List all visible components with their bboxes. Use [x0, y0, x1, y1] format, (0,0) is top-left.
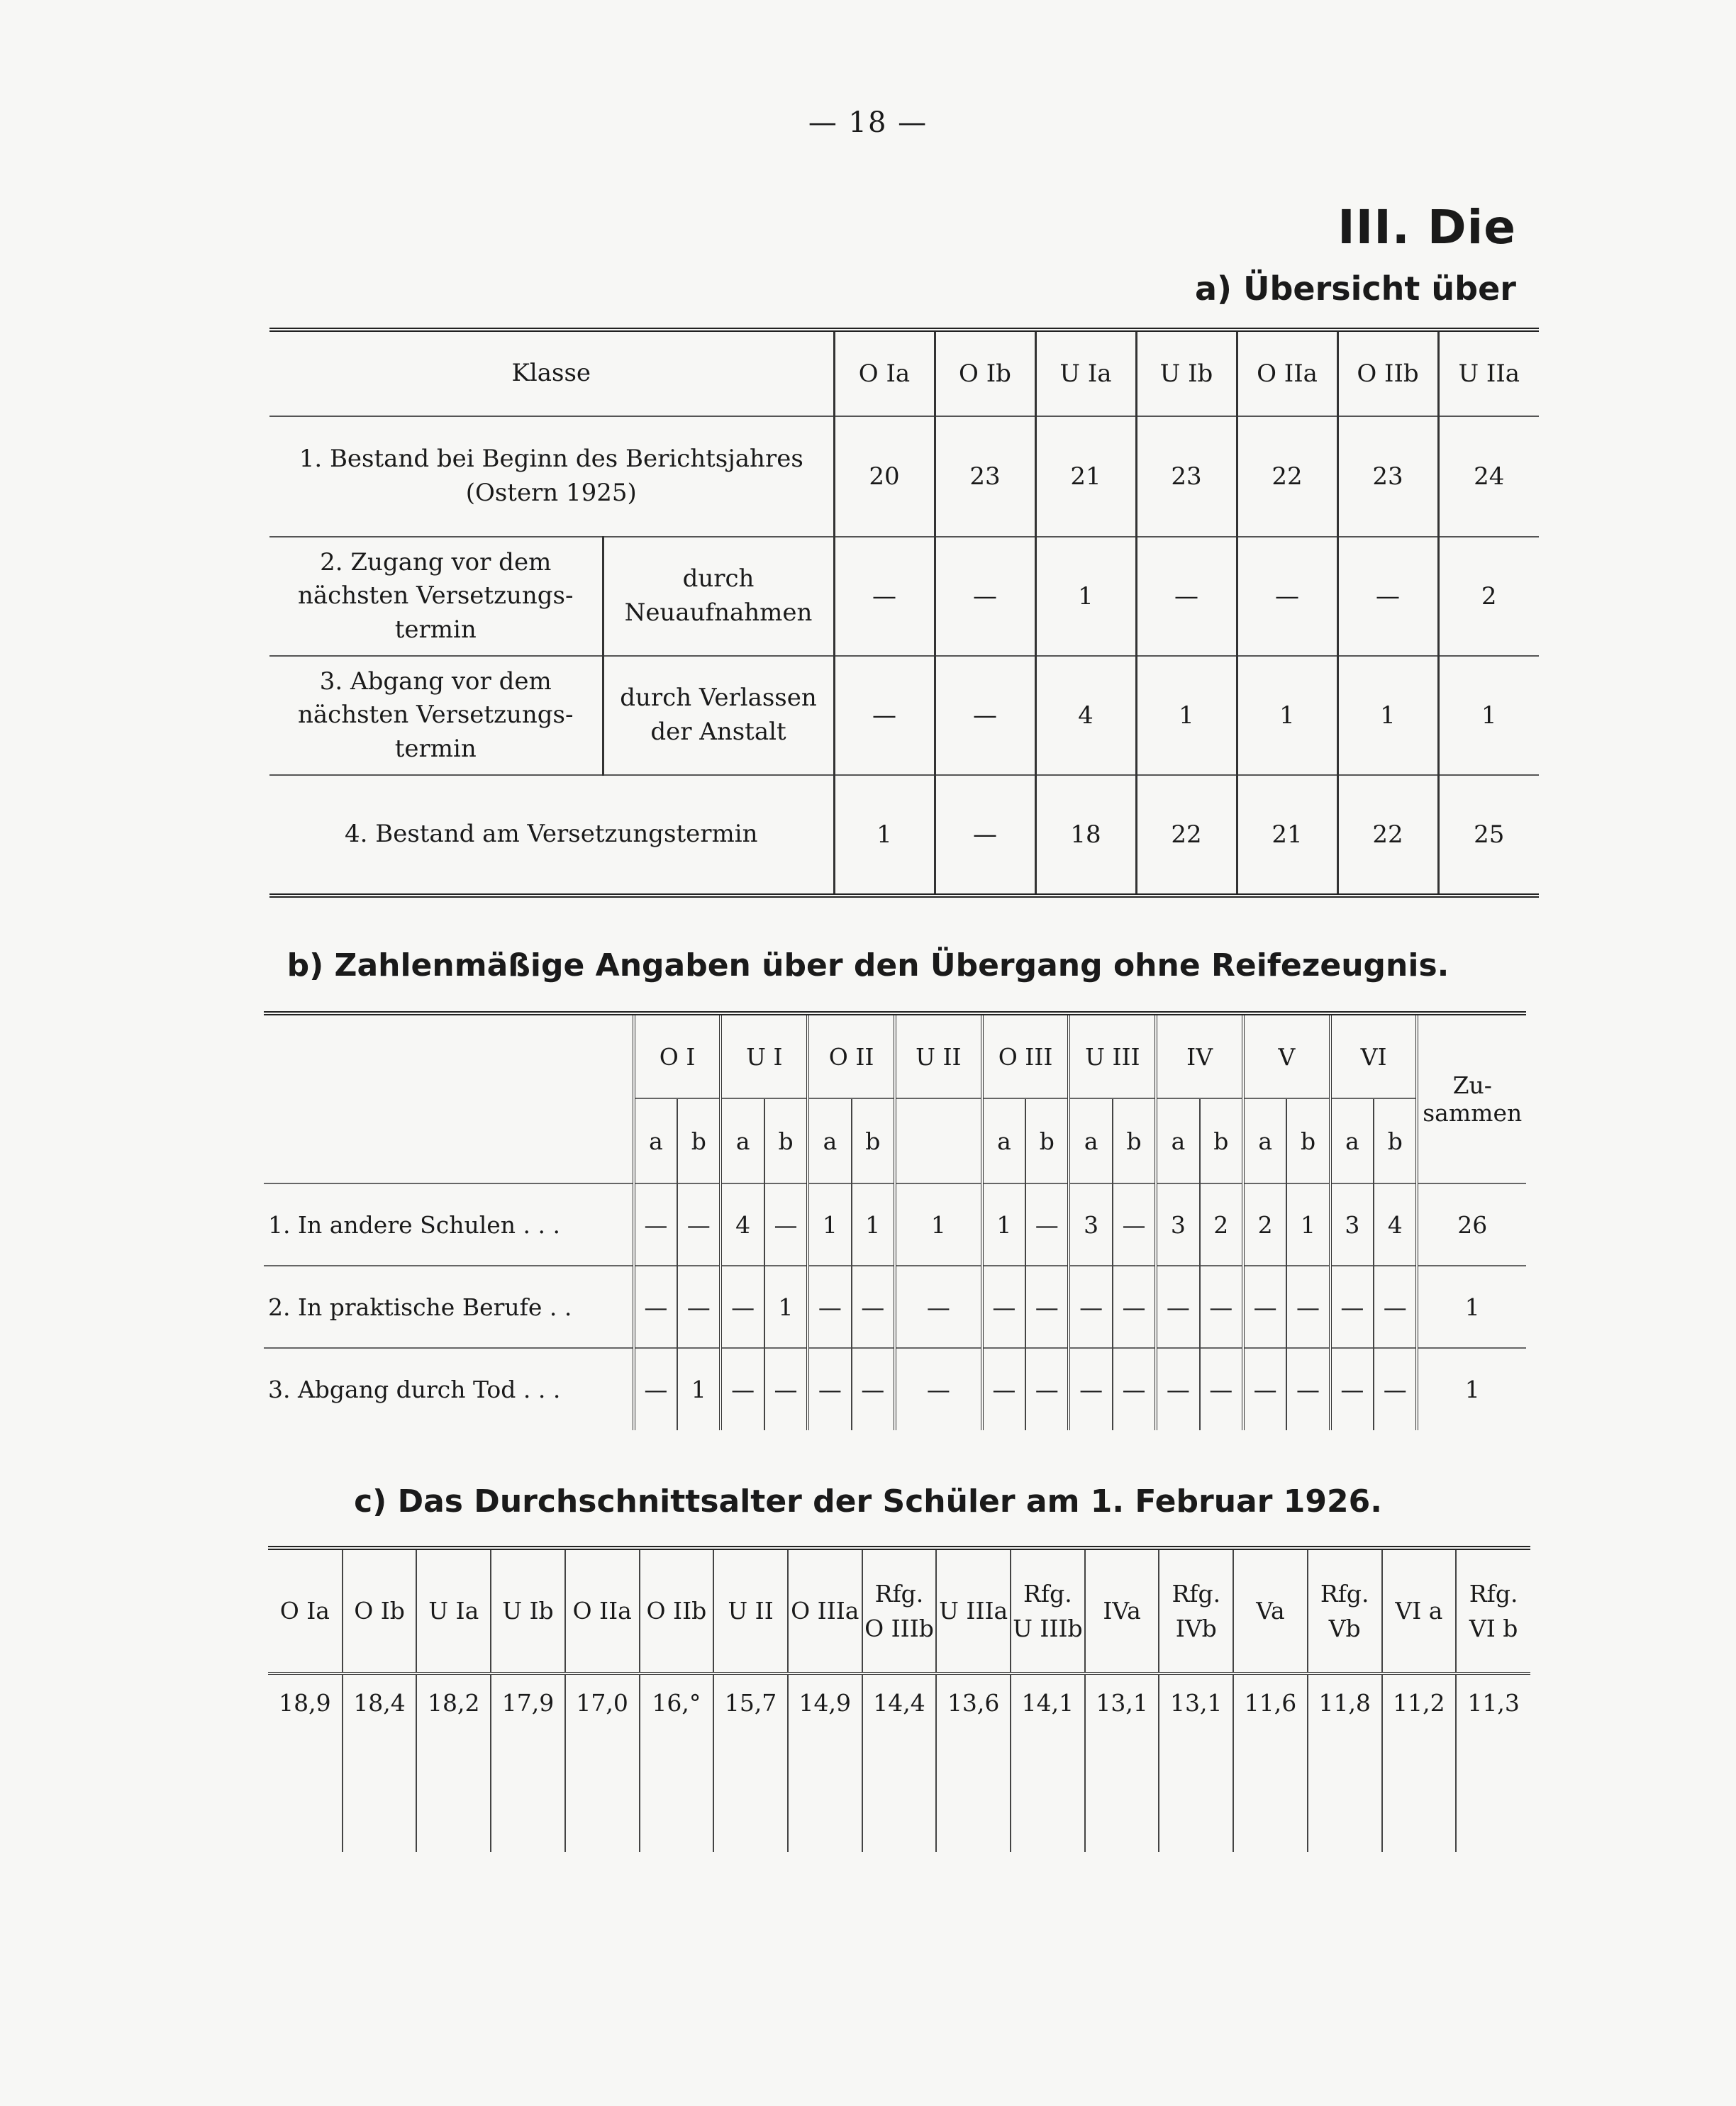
table-row [264, 1348, 1526, 1430]
cell: — [834, 656, 935, 775]
cell: — [677, 1266, 720, 1348]
cell: — [895, 1266, 982, 1348]
column-header-label: O IIIb [864, 1615, 934, 1642]
column-header [1159, 1548, 1233, 1673]
cell: — [1025, 1183, 1069, 1266]
column-header-pre: Rfg. [1320, 1579, 1369, 1608]
table-row [269, 416, 1539, 537]
column-header [1233, 1548, 1308, 1673]
empty-cell [268, 1767, 343, 1852]
cell: — [764, 1348, 808, 1430]
column-header-pre: Rfg. [874, 1579, 924, 1608]
row-sublabel [603, 537, 834, 656]
cell: — [808, 1348, 851, 1430]
cell: 4 [720, 1183, 764, 1266]
cell: 4 [1374, 1183, 1417, 1266]
cell: — [720, 1348, 764, 1430]
total-cell: 26 [1417, 1183, 1526, 1266]
column-header [1085, 1548, 1159, 1673]
cell: — [1330, 1266, 1374, 1348]
cell: — [1136, 537, 1237, 656]
cell: 3 [1330, 1183, 1374, 1266]
table-row [264, 1183, 1526, 1266]
sub-header: a [1156, 1098, 1199, 1183]
cell: 1 [852, 1183, 895, 1266]
cell: 14,9 [788, 1673, 862, 1767]
cell: 1 [895, 1183, 982, 1266]
table-row [269, 656, 1539, 775]
sub-header: a [634, 1098, 677, 1183]
sub-b-title: b) Zahlenmäßige Angaben über den Übergang ohne Reifezeugnis. [286, 947, 1450, 984]
cell: — [1113, 1266, 1156, 1348]
row-label-line: 2. Zugang vor dem [320, 547, 552, 576]
cell: — [1243, 1266, 1286, 1348]
cell: 14,4 [862, 1673, 937, 1767]
table-a-header-row [269, 330, 1539, 416]
table-filler-row [268, 1767, 1530, 1852]
column-header-pre: Rfg. [1469, 1579, 1518, 1608]
cell: 11,3 [1456, 1673, 1530, 1767]
sub-header: b [1113, 1098, 1156, 1183]
cell: 18,9 [279, 1689, 331, 1717]
cell: 1 [1286, 1183, 1330, 1266]
column-header-label: U Ib [502, 1597, 554, 1625]
cell: 13,1 [1085, 1673, 1159, 1767]
column-header [343, 1548, 417, 1673]
cell: 21 [1035, 416, 1136, 537]
cell: 23 [1136, 416, 1237, 537]
cell: 1 [1136, 656, 1237, 775]
cell: 23 [1337, 416, 1438, 537]
empty-cell [788, 1767, 862, 1852]
table-row [269, 537, 1539, 656]
row-sublabel-line: Neuaufnahmen [624, 598, 813, 627]
column-header [491, 1548, 565, 1673]
cell: — [1025, 1348, 1069, 1430]
cell: — [1374, 1266, 1417, 1348]
empty-cell [565, 1767, 640, 1852]
class-label: Klasse [511, 359, 591, 388]
column-header-label: O IIa [572, 1597, 632, 1625]
sub-header: a [1069, 1098, 1112, 1183]
column-header-label: VI a [1395, 1597, 1443, 1625]
sub-header: b [764, 1098, 808, 1183]
column-header-label: Vb [1328, 1615, 1361, 1642]
column-header-label: VI b [1469, 1615, 1518, 1642]
group-header: IV [1156, 1013, 1243, 1098]
sub-header: b [1025, 1098, 1069, 1183]
cell: 22 [1136, 775, 1237, 896]
cell: 16,° [640, 1673, 714, 1767]
empty-cell [640, 1767, 714, 1852]
sub-header: a [808, 1098, 851, 1183]
table-c-header-row [268, 1548, 1530, 1673]
table-row [264, 1266, 1526, 1348]
sub-header: b [1286, 1098, 1330, 1183]
cell: 14,1 [1011, 1673, 1085, 1767]
cell: 15,7 [713, 1673, 788, 1767]
empty-cell [862, 1767, 937, 1852]
cell: — [1025, 1266, 1069, 1348]
group-header: V [1243, 1013, 1330, 1098]
sub-c-title: c) Das Durchschnittsalter der Schüler am 1. Februar 1926. [354, 1483, 1382, 1520]
cell: 3 [1069, 1183, 1112, 1266]
cell: 2 [1200, 1183, 1243, 1266]
row-label-line: 3. Abgang vor dem [319, 667, 552, 696]
cell: 1 [1035, 537, 1136, 656]
table-b-transitions [264, 1011, 1526, 1430]
cell: 1 [1337, 656, 1438, 775]
total-header-line: sammen [1423, 1099, 1523, 1127]
row-label: 4. Bestand am Versetzungstermin [269, 775, 834, 896]
total-cell: 1 [1417, 1348, 1526, 1430]
row-label [269, 656, 603, 775]
cell: 24 [1438, 416, 1539, 537]
column-header [862, 1548, 937, 1673]
cell: — [1337, 537, 1438, 656]
row-label-line: termin [394, 734, 477, 763]
cell: — [1156, 1266, 1199, 1348]
empty-header [264, 1013, 634, 1183]
sub-header: a [1330, 1098, 1374, 1183]
cell: 4 [1035, 656, 1136, 775]
sub-header: a [720, 1098, 764, 1183]
cell: 23 [935, 416, 1035, 537]
group-header: U III [1069, 1013, 1156, 1098]
cell: — [834, 537, 935, 656]
sub-header-empty [895, 1098, 982, 1183]
empty-cell [1011, 1767, 1085, 1852]
cell: 17,9 [491, 1673, 565, 1767]
group-header: O I [634, 1013, 721, 1098]
empty-cell [416, 1767, 491, 1852]
row-label [269, 416, 834, 537]
cell: — [1200, 1266, 1243, 1348]
column-header: O Ib [935, 330, 1035, 416]
column-header: U Ia [1035, 330, 1136, 416]
column-header-label: U IIIb [1013, 1615, 1083, 1642]
empty-cell [936, 1767, 1011, 1852]
column-header-label: IVa [1103, 1597, 1141, 1625]
cell: — [634, 1266, 677, 1348]
empty-cell [1456, 1767, 1530, 1852]
column-header-label: O Ia [279, 1597, 330, 1625]
row-sublabel [603, 656, 834, 775]
cell: — [1237, 537, 1337, 656]
row-sublabel-line: der Anstalt [650, 718, 786, 746]
cell: — [1330, 1348, 1374, 1430]
empty-cell [1382, 1767, 1457, 1852]
column-header [268, 1548, 343, 1673]
total-header [1417, 1013, 1526, 1183]
group-header: U I [720, 1013, 808, 1098]
column-header-label: O IIIa [791, 1597, 859, 1625]
group-header: O II [808, 1013, 895, 1098]
cell: — [1113, 1183, 1156, 1266]
row-label-line: termin [394, 615, 477, 644]
column-header: U IIa [1438, 330, 1539, 416]
sub-header: b [1374, 1098, 1417, 1183]
column-header [788, 1548, 862, 1673]
cell: 1 [1237, 656, 1337, 775]
column-header-label: U IIIa [939, 1597, 1008, 1625]
section-heading: III. Die [1337, 200, 1516, 255]
row-label: 2. In praktische Berufe . . [264, 1266, 634, 1348]
column-header [640, 1548, 714, 1673]
column-header: O IIa [1237, 330, 1337, 416]
cell: — [764, 1183, 808, 1266]
table-row [269, 775, 1539, 896]
cell: — [634, 1183, 677, 1266]
column-header [565, 1548, 640, 1673]
empty-cell [1159, 1767, 1233, 1852]
cell: 1 [764, 1266, 808, 1348]
cell: 11,8 [1308, 1673, 1382, 1767]
row-label-line: (Ostern 1925) [465, 479, 637, 507]
column-header-label: Va [1256, 1597, 1285, 1625]
column-header: O IIb [1337, 330, 1438, 416]
sub-header: a [1243, 1098, 1286, 1183]
cell: — [1069, 1266, 1112, 1348]
cell: — [1156, 1348, 1199, 1430]
row-label: 1. In andere Schulen . . . [264, 1183, 634, 1266]
cell: — [852, 1266, 895, 1348]
empty-cell [713, 1767, 788, 1852]
sub-header: b [677, 1098, 720, 1183]
group-header: U II [895, 1013, 982, 1098]
cell: 18,2 [416, 1673, 491, 1767]
cell: — [677, 1183, 720, 1266]
cell: — [1243, 1348, 1286, 1430]
column-header [1382, 1548, 1457, 1673]
sub-a-title: a) Übersicht über [1195, 269, 1516, 308]
column-header-pre: Rfg. [1172, 1579, 1221, 1608]
cell: — [720, 1266, 764, 1348]
cell: 18 [1035, 775, 1136, 896]
column-header-label: IVb [1175, 1615, 1217, 1642]
table-a-overview [269, 328, 1539, 898]
sub-header: b [852, 1098, 895, 1183]
group-header: O III [982, 1013, 1069, 1098]
cell: — [634, 1348, 677, 1430]
cell: — [1286, 1266, 1330, 1348]
cell: 17,0 [565, 1673, 640, 1767]
cell: — [1200, 1348, 1243, 1430]
cell: 1 [982, 1183, 1025, 1266]
cell: 22 [1337, 775, 1438, 896]
cell: 18,4 [343, 1673, 417, 1767]
cell: — [852, 1348, 895, 1430]
cell: 2 [1243, 1183, 1286, 1266]
empty-cell [491, 1767, 565, 1852]
cell: 25 [1438, 775, 1539, 896]
cell: 2 [1438, 537, 1539, 656]
column-header-label: U II [728, 1597, 774, 1625]
row-sublabel-line: durch Verlassen [620, 684, 817, 713]
cell: 21 [1237, 775, 1337, 896]
row-label-line: 1. Bestand bei Beginn des Berichtsjahres [299, 445, 803, 474]
empty-cell [343, 1767, 417, 1852]
cell: — [935, 775, 1035, 896]
row-sublabel-line: durch [682, 564, 755, 594]
column-header [936, 1548, 1011, 1673]
row-label-line: nächsten Versetzungs- [298, 701, 574, 730]
group-header: VI [1330, 1013, 1418, 1098]
total-header-line: Zu- [1452, 1071, 1492, 1099]
table-c-average-age [268, 1546, 1530, 1852]
cell: — [1286, 1348, 1330, 1430]
cell: 11,2 [1382, 1673, 1457, 1767]
cell: — [982, 1348, 1025, 1430]
cell: — [935, 537, 1035, 656]
column-header [416, 1548, 491, 1673]
column-header-label: O IIb [646, 1597, 707, 1625]
column-header: U Ib [1136, 330, 1237, 416]
column-header [1456, 1548, 1530, 1673]
column-header-pre: Rfg. [1023, 1579, 1072, 1608]
row-label: 3. Abgang durch Tod . . . [264, 1348, 634, 1430]
cell: 1 [677, 1348, 720, 1430]
column-header: O Ia [834, 330, 935, 416]
cell: 1 [1438, 656, 1539, 775]
cell: 1 [834, 775, 935, 896]
cell: 1 [808, 1183, 851, 1266]
sub-header: b [1200, 1098, 1243, 1183]
cell: 11,6 [1233, 1673, 1308, 1767]
empty-cell [1085, 1767, 1159, 1852]
cell: — [1069, 1348, 1112, 1430]
empty-cell [1233, 1767, 1308, 1852]
sub-header: a [982, 1098, 1025, 1183]
column-header-label: U Ia [428, 1597, 479, 1625]
cell: 13,6 [936, 1673, 1011, 1767]
row-label-line: nächsten Versetzungs- [298, 581, 574, 611]
table-row [268, 1673, 1530, 1767]
column-header-label: O Ib [354, 1597, 405, 1625]
total-cell: 1 [1417, 1266, 1526, 1348]
column-header [1011, 1548, 1085, 1673]
cell: — [1374, 1348, 1417, 1430]
column-header [1308, 1548, 1382, 1673]
cell: 20 [834, 416, 935, 537]
column-header [713, 1548, 788, 1673]
table-b-group-row [264, 1013, 1526, 1098]
cell: — [895, 1348, 982, 1430]
row-label [269, 537, 603, 656]
cell: 3 [1156, 1183, 1199, 1266]
page-number: — 18 — [808, 106, 928, 139]
cell: — [808, 1266, 851, 1348]
cell: — [935, 656, 1035, 775]
cell: — [1113, 1348, 1156, 1430]
cell: 22 [1237, 416, 1337, 537]
cell: 13,1 [1159, 1673, 1233, 1767]
empty-cell [1308, 1767, 1382, 1852]
cell: — [982, 1266, 1025, 1348]
